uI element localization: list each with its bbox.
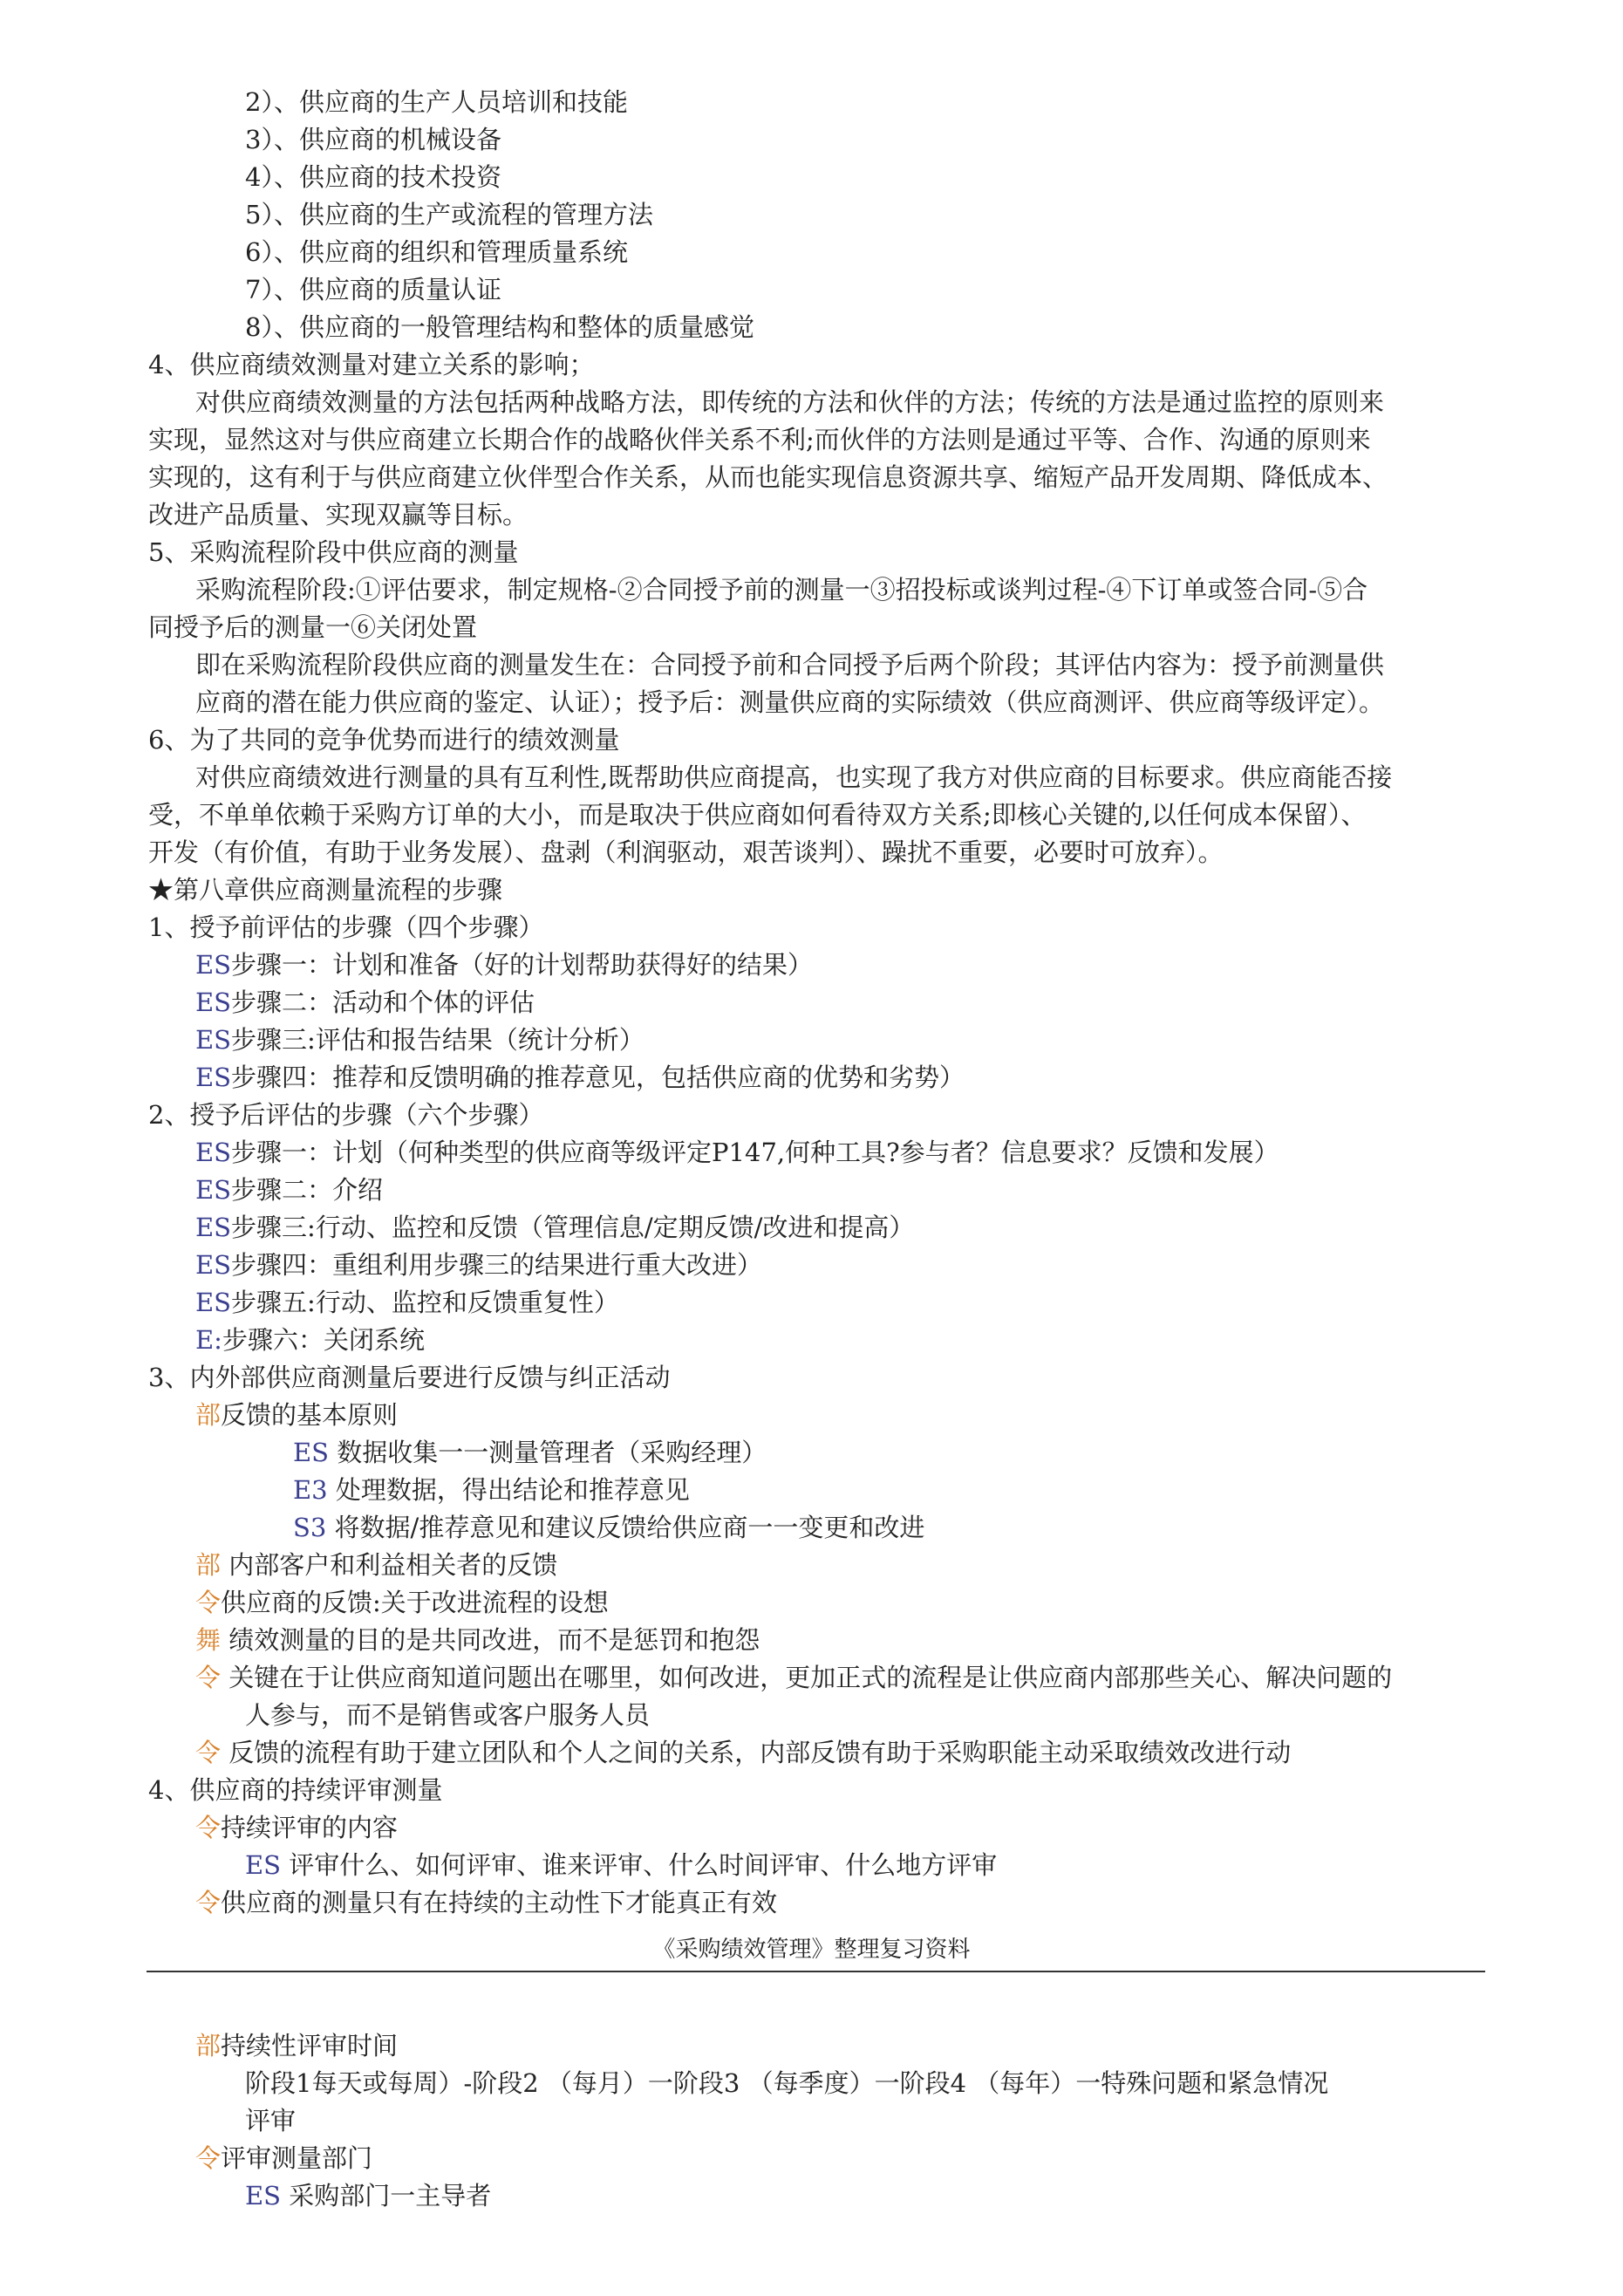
step-item: ES步骤二：介绍 xyxy=(195,1175,384,1205)
bullet-marker: 令 xyxy=(195,1813,222,1842)
feedback-item: 令 反馈的流程有助于建立团队和个人之间的关系，内部反馈有助于采购职能主动采取绩效改进行动 xyxy=(195,1738,1292,1767)
section-heading-4: 4、供应商绩效测量对建立关系的影响； xyxy=(148,350,595,379)
bullet-marker: ES xyxy=(195,1175,232,1205)
bullet-marker: 令 xyxy=(195,1588,222,1617)
bullet-marker: ES xyxy=(245,2181,282,2211)
factor-item-3: 3）、供应商的机械设备 xyxy=(245,125,501,154)
principle-subitem: E3 处理数据，得出结论和推荐意见 xyxy=(293,1475,690,1505)
principle-subitem: S3 将数据/推荐意见和建议反馈给供应商一一变更和改进 xyxy=(293,1513,925,1542)
paragraph-line: 阶段1每天或每周）-阶段2 （每月）一阶段3 （每季度）一阶段4 （每年）一特殊问题和紧急情况 xyxy=(245,2068,1329,2098)
review-item: 令持续评审的内容 xyxy=(195,1813,399,1842)
step-item: ES步骤四：重组利用步骤三的结果进行重大改进） xyxy=(195,1250,763,1280)
paragraph-line: 同授予后的测量一⑥关闭处置 xyxy=(148,612,478,642)
paragraph-line: 即在采购流程阶段供应商的测量发生在：合同授予前和合同授予后两个阶段；其评估内容为：授予前测量供 xyxy=(195,650,1385,680)
factor-item-5: 5）、供应商的生产或流程的管理方法 xyxy=(245,200,653,229)
review-subitem: ES 评审什么、如何评审、谁来评审、什么时间评审、什么地方评审 xyxy=(245,1850,998,1880)
step-item: ES步骤五:行动、监控和反馈重复性） xyxy=(195,1288,619,1317)
paragraph-line: 对供应商绩效测量的方法包括两种战略方法，即传统的方法和伙伴的方法；传统的方法是通过监控的原则来 xyxy=(195,387,1385,417)
feedback-item: 部 内部客户和利益相关者的反馈 xyxy=(195,1550,558,1580)
bullet-marker: S3 xyxy=(293,1513,327,1542)
bullet-marker: ES xyxy=(245,1850,282,1880)
subsection-heading-3: 3、内外部供应商测量后要进行反馈与纠正活动 xyxy=(148,1363,671,1392)
bullet-marker: ES xyxy=(195,987,232,1017)
factor-item-2: 2）、供应商的生产人员培训和技能 xyxy=(245,87,628,117)
bullet-marker: 令 xyxy=(195,2143,222,2173)
factor-item-6: 6）、供应商的组织和管理质量系统 xyxy=(245,237,628,267)
bullet-marker: ES xyxy=(195,1025,232,1055)
feedback-item: 舞 绩效测量的目的是共同改进，而不是惩罚和抱怨 xyxy=(195,1625,760,1655)
bullet-marker: 舞 xyxy=(195,1625,222,1655)
step-item: ES步骤一：计划（何种类型的供应商等级评定P147,何种工具?参与者？信息要求？反馈和发展） xyxy=(195,1138,1279,1167)
factor-item-4: 4）、供应商的技术投资 xyxy=(245,162,501,192)
feedback-item: 令 关键在于让供应商知道问题出在哪里，如何改进，更加正式的流程是让供应商内部那些关心、解决问题的 xyxy=(195,1663,1393,1692)
review-item: 令评审测量部门 xyxy=(195,2143,373,2173)
paragraph-line: 开发（有价值，有助于业务发展）、盘剥（利润驱动，艰苦谈判）、躁扰不重要，必要时可放弃）。 xyxy=(148,837,1224,867)
principle-subitem: ES 数据收集一一测量管理者（采购经理） xyxy=(293,1438,767,1467)
bullet-marker: 部 xyxy=(195,1550,222,1580)
bullet-marker: 部 xyxy=(195,2031,222,2060)
subsection-heading-4: 4、供应商的持续评审测量 xyxy=(148,1775,443,1805)
review-subitem: ES 采购部门一主导者 xyxy=(245,2181,492,2211)
paragraph-line: 人参与，而不是销售或客户服务人员 xyxy=(245,1700,651,1730)
bullet-marker: E: xyxy=(195,1325,222,1355)
step-item: ES步骤二：活动和个体的评估 xyxy=(195,987,535,1017)
chapter-heading: ★第八章供应商测量流程的步骤 xyxy=(148,875,503,905)
bullet-marker: ES xyxy=(195,1213,232,1242)
factor-item-7: 7）、供应商的质量认证 xyxy=(245,275,501,304)
bullet-marker: E3 xyxy=(293,1475,328,1505)
paragraph-line: 改进产品质量、实现双赢等目标。 xyxy=(148,500,528,530)
footer-divider xyxy=(147,1971,1485,1972)
paragraph-line: 对供应商绩效进行测量的具有互利性,既帮助供应商提高，也实现了我方对供应商的目标要求。供应商能否接 xyxy=(195,762,1393,792)
paragraph-line: 实现的，这有利于与供应商建立伙伴型合作关系，从而也能实现信息资源共享、缩短产品开发周期、降低成本、 xyxy=(148,462,1388,492)
bullet-marker: ES xyxy=(195,1063,232,1092)
step-item: ES步骤四：推荐和反馈明确的推荐意见，包括供应商的优势和劣势） xyxy=(195,1063,965,1092)
bullet-marker: 令 xyxy=(195,1738,222,1767)
feedback-item: 令供应商的反馈:关于改进流程的设想 xyxy=(195,1588,609,1617)
subsection-heading-2: 2、授予后评估的步骤（六个步骤） xyxy=(148,1100,544,1130)
review-item: 令供应商的测量只有在持续的主动性下才能真正有效 xyxy=(195,1888,778,1917)
bullet-marker: 令 xyxy=(195,1663,222,1692)
bullet-marker: ES xyxy=(293,1438,330,1467)
bullet-marker: ES xyxy=(195,1288,232,1317)
principle-item: 部反馈的基本原则 xyxy=(195,1400,399,1430)
step-item: E:步骤六：关闭系统 xyxy=(195,1325,425,1355)
bullet-marker: ES xyxy=(195,1250,232,1280)
factor-item-8: 8）、供应商的一般管理结构和整体的质量感觉 xyxy=(245,312,754,342)
page-footer: 《采购绩效管理》整理复习资料 xyxy=(652,1937,971,1963)
subsection-heading-1: 1、授予前评估的步骤（四个步骤） xyxy=(148,912,544,942)
paragraph-line: 评审 xyxy=(245,2106,297,2135)
section-heading-5: 5、采购流程阶段中供应商的测量 xyxy=(148,537,519,567)
section-heading-6: 6、为了共同的竞争优势而进行的绩效测量 xyxy=(148,725,620,755)
paragraph-line: 实现，显然这对与供应商建立长期合作的战略伙伴关系不利;而伙伴的方法则是通过平等、合作、沟通的原则来 xyxy=(148,425,1371,454)
bullet-marker: 令 xyxy=(195,1888,222,1917)
bullet-marker: ES xyxy=(195,1138,232,1167)
paragraph-line: 受，不单单依赖于采购方订单的大小，而是取决于供应商如何看待双方关系;即核心关键的,以任何成本保留）、 xyxy=(148,800,1367,830)
paragraph-line: 采购流程阶段:①评估要求，制定规格-②合同授予前的测量一③招投标或谈判过程-④下订单或签合同-⑤合 xyxy=(195,575,1368,605)
bullet-marker: ES xyxy=(195,950,232,980)
step-item: ES步骤一：计划和准备（好的计划帮助获得好的结果） xyxy=(195,950,814,980)
paragraph-line: 应商的潜在能力供应商的鉴定、认证）；授予后：测量供应商的实际绩效（供应商测评、供应商等级评定）。 xyxy=(195,687,1385,717)
step-item: ES步骤三:评估和报告结果（统计分析） xyxy=(195,1025,644,1055)
step-item: ES步骤三:行动、监控和反馈（管理信息/定期反馈/改进和提高） xyxy=(195,1213,915,1242)
bullet-marker: 部 xyxy=(195,1400,222,1430)
review-item: 部持续性评审时间 xyxy=(195,2031,399,2060)
